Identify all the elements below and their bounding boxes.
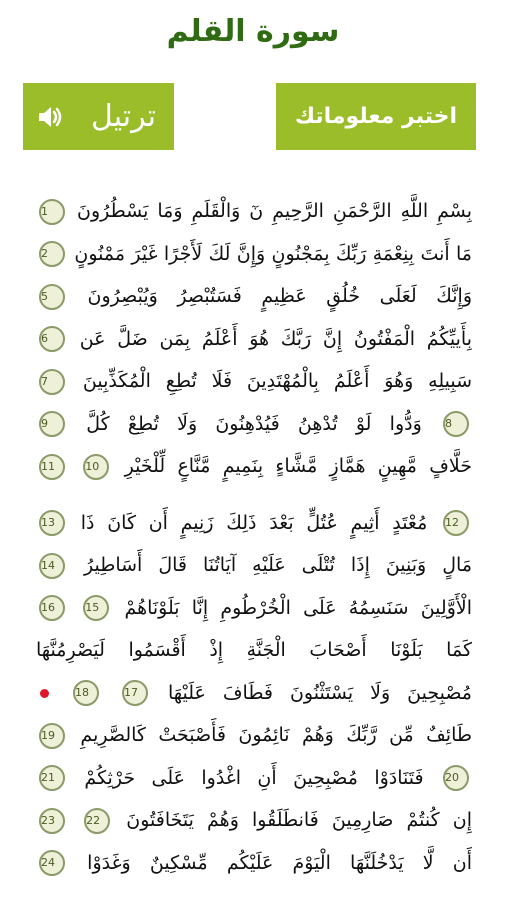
verse-text: أَن لَّا يَدْخُلَنَّهَا الْيَوْمَ عَلَيْكُم مِّسْكِينٌ وَغَدَوْا xyxy=(87,851,472,874)
verse-text: بِأَييِّكُمُ الْمَفْتُونُ إِنَّ رَبَّكَ هُوَ أَعْلَمُ بِمَن ضَلَّ عَن xyxy=(79,327,472,350)
verse-text: طَائِفٌ مِّن رَّبِّكَ وَهُمْ نَائِمُونَ فَأَصْبَحَتْ كَالصَّرِيمِ xyxy=(80,724,472,746)
verse-line xyxy=(36,544,472,587)
verse-line xyxy=(36,190,472,233)
verse-text: حَلَّافٍ مَّهِينٍ هَمَّازٍ مَّشَّاءٍ بِنَمِيمٍ مَّنَّاعٍ لِّلْخَيْرِ xyxy=(124,455,472,477)
ayah-number: 1 xyxy=(39,199,65,225)
verse-text: سَبِيلِهِ وَهُوَ أَعْلَمُ بِالْمُهْتَدِينَ فَلَا تُطِعِ الْمُكَذِّبِينَ xyxy=(82,370,472,392)
verse-line xyxy=(36,842,472,885)
ayah-number: 6 xyxy=(39,326,65,352)
quran-page xyxy=(36,190,472,900)
verse-line xyxy=(36,714,472,757)
speaker-icon xyxy=(33,100,67,134)
quiz-button[interactable] xyxy=(276,83,476,150)
verse-line xyxy=(36,403,472,446)
listen-button-label: ترتيل xyxy=(90,99,156,134)
verse-text: وَدُّوا لَوْ تُدْهِنُ فَيُدْهِنُونَ وَلَا تُطِعْ كُلَّ xyxy=(86,412,422,435)
ayah-number: 24 xyxy=(39,850,65,876)
ayah-number: 11 xyxy=(39,454,65,480)
verse-text: فَتَنَادَوْا مُصْبِحِينَ أَنِ اغْدُوا عَلَى حَرْثِكُمْ xyxy=(84,766,424,789)
ayah-number: 10 xyxy=(83,454,109,480)
ayah-number: 23 xyxy=(39,808,65,834)
ayah-number: 20 xyxy=(443,765,469,791)
ayah-number: 5 xyxy=(39,284,65,310)
surah-title: سورة القلم xyxy=(166,14,340,49)
verse-text: إِن كُنتُمْ صَارِمِينَ فَانطَلَقُوا وَهُمْ يَتَخَافَتُونَ xyxy=(126,809,472,831)
verse-text: كَمَا بَلَوْنَا أَصْحَابَ الْجَنَّةِ إِذْ أَقْسَمُوا لَيَصْرِمُنَّهَا xyxy=(36,639,472,661)
verse-text: مُعْتَدٍ أَثِيمٍ عُتُلٍّ بَعْدَ ذَلِكَ زَنِيمٍ أَن كَانَ ذَا xyxy=(80,511,428,534)
verse-line xyxy=(36,672,472,715)
ayah-number: 16 xyxy=(39,595,65,621)
ayah-number: 22 xyxy=(84,808,110,834)
ayah-number: 15 xyxy=(83,595,109,621)
verse-line xyxy=(36,587,472,630)
quiz-button-label: اختبر معلوماتك xyxy=(294,104,458,129)
verse-line xyxy=(36,757,472,800)
verse-text: وَإِنَّكَ لَعَلَى خُلُقٍ عَظِيمٍ فَسَتُبْصِرُ وَيُبْصِرُونَ xyxy=(87,285,472,307)
verse-text: الْأَوَّلِينَ سَنَسِمُهُ عَلَى الْخُرْطُومِ إِنَّا بَلَوْنَاهُمْ xyxy=(124,596,472,619)
verse-line xyxy=(36,233,472,276)
verse-line xyxy=(36,629,472,672)
ayah-number: 19 xyxy=(39,723,65,749)
verse-line xyxy=(36,275,472,318)
ayah-number: 8 xyxy=(443,411,469,437)
verse-text: مَالٍ وَبَنِينَ إِذَا تُتْلَى عَلَيْهِ آيَاتُنَا قَالَ أَسَاطِيرُ xyxy=(84,554,472,576)
verse-line xyxy=(36,502,472,545)
ayah-number: 2 xyxy=(39,241,65,267)
ayah-number: 14 xyxy=(39,553,65,579)
listen-button[interactable] xyxy=(23,83,174,150)
verse-text: مُصْبِحِينَ وَلَا يَسْتَثْنُونَ فَطَافَ عَلَيْهَا xyxy=(167,681,472,704)
verse-text: مَا أَنتَ بِنِعْمَةِ رَبِّكَ بِمَجْنُونٍ وَإِنَّ لَكَ لَأَجْرًا غَيْرَ مَمْنُونٍ xyxy=(74,242,472,265)
ayah-number: 13 xyxy=(39,510,65,536)
ayah-number: 17 xyxy=(122,680,148,706)
verse-text: بِسْمِ اللَّهِ الرَّحْمَنِ الرَّحِيمِ نٓ وَالْقَلَمِ وَمَا يَسْطُرُونَ xyxy=(76,200,472,222)
ayah-number: 18 xyxy=(73,680,99,706)
verse-line xyxy=(36,799,472,842)
ayah-number: 7 xyxy=(39,369,65,395)
verse-line xyxy=(36,445,472,488)
verse-line xyxy=(36,360,472,403)
ayah-number: 12 xyxy=(443,510,469,536)
ayah-number: 9 xyxy=(39,411,65,437)
ayah-number: 21 xyxy=(39,765,65,791)
red-dot-mark xyxy=(40,689,49,698)
verse-line xyxy=(36,318,472,361)
